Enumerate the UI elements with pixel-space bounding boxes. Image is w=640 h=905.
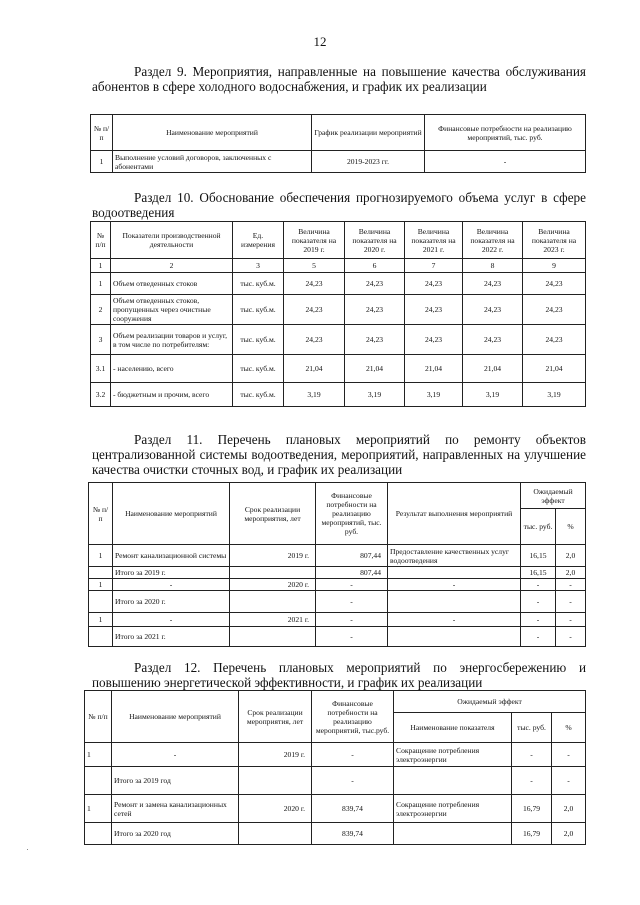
s12-header: Наименование мероприятий	[112, 691, 239, 743]
table-section-11	[88, 482, 586, 647]
table-section-9	[90, 114, 586, 173]
s11-header: %	[556, 509, 586, 545]
s12-header: Срок реализации мероприятия, лет	[239, 691, 312, 743]
s10-header: Ед. измерения	[233, 222, 284, 259]
table-row: 1 - 2021 г. - - - -	[89, 613, 586, 627]
section-11-title: Раздел 11. Перечень плановых мероприятий по ремонту объектов централизованной системы водоотведения, мероприятий, направленных на улучшение качества очистки сточных вод, и график их реализации	[92, 432, 586, 477]
s10-header: Величина показателя на 2019 г.	[284, 222, 345, 259]
s10-header: Величина показателя на 2020 г.	[345, 222, 405, 259]
table-row: Итого за 2020 г. - - -	[89, 591, 586, 613]
s11-header: Срок реализации мероприятия, лет	[230, 483, 316, 545]
table-row: 1 Ремонт и замена канализационных сетей 2020 г. 839,74 Сокращение потребления электроэнергии 16,79 2,0	[85, 795, 586, 823]
table-row: 1 Объем отведенных стоков тыс. куб.м. 24,23 24,23 24,23 24,23 24,23	[91, 273, 586, 295]
s11-header: Ожидаемый эффект	[521, 483, 586, 509]
table-row: 3.1 - населению, всего тыс. куб.м. 21,04 21,04 21,04 21,04 21,04	[91, 355, 586, 383]
s9-header: № п/п	[91, 115, 113, 151]
s10-header: Показатели производственной деятельности	[111, 222, 233, 259]
section-9-title: Раздел 9. Мероприятия, направленные на повышение качества обслуживания абонентов в сфере холодного водоснабжения, и график их реализации	[92, 64, 586, 94]
s10-header: Величина показателя на 2022 г.	[463, 222, 523, 259]
table-row: 2 Объем отведенных стоков, пропущенных через очистные сооружения тыс. куб.м. 24,23 24,23 24,23 24,23 24,23	[91, 295, 586, 325]
table-row: 3 Объем реализации товаров и услуг, в том числе по потребителям: тыс. куб.м. 24,23 24,23 24,23 24,23 24,23	[91, 325, 586, 355]
s11-header: № п/п	[89, 483, 113, 545]
table-row: Итого за 2019 г. 807,44 16,15 2,0	[89, 567, 586, 579]
s12-header: Наименование показателя	[394, 713, 512, 743]
table-row: 1 Ремонт канализационной системы 2019 г. 807,44 Предоставление качественных услуг водоотведения 16,15 2,0	[89, 545, 586, 567]
table-row: 1 Выполнение условий договоров, заключенных с абонентами 2019-2023 гг. -	[91, 151, 586, 173]
table-section-10	[90, 221, 586, 407]
s10-header: № п/п	[91, 222, 111, 259]
section-12-title: Раздел 12. Перечень плановых мероприятий по энергосбережению и повышению энергетической эффективности, и график их реализации	[92, 660, 586, 690]
table-row: Итого за 2021 г. - - -	[89, 627, 586, 647]
page-number: 12	[313, 34, 327, 49]
table-row: Итого за 2019 год - - -	[85, 767, 586, 795]
s11-header: тыс. руб.	[521, 509, 556, 545]
s10-header: Величина показателя на 2021 г.	[405, 222, 463, 259]
s12-header: %	[552, 713, 586, 743]
s12-header: № п/п	[85, 691, 112, 743]
s12-header: Ожидаемый эффект	[394, 691, 586, 713]
s11-header: Финансовые потребности на реализацию мероприятий, тыс. руб.	[316, 483, 388, 545]
section-10-title: Раздел 10. Обоснование обеспечения прогнозируемого объема услуг в сфере водоотведения	[92, 190, 586, 220]
scan-speck	[27, 849, 28, 850]
s9-header: Наименование мероприятий	[113, 115, 312, 151]
s11-header: Наименование мероприятий	[113, 483, 230, 545]
s12-header: тыс. руб.	[512, 713, 552, 743]
column-numbers-row: 1 2 3 5 6 7 8 9	[91, 259, 586, 273]
table-row: 1 - 2020 г. - - - -	[89, 579, 586, 591]
table-row: 1 - 2019 г. - Сокращение потребления электроэнергии - -	[85, 743, 586, 767]
table-section-12	[84, 690, 586, 845]
s9-header: График реализации мероприятий	[312, 115, 425, 151]
table-row: Итого за 2020 год 839,74 16,79 2,0	[85, 823, 586, 845]
s10-header: Величина показателя на 2023 г.	[523, 222, 586, 259]
s9-header: Финансовые потребности на реализацию мероприятий, тыс. руб.	[425, 115, 586, 151]
table-row: 3.2 - бюджетным и прочим, всего тыс. куб.м. 3,19 3,19 3,19 3,19 3,19	[91, 383, 586, 407]
s12-header: Финансовые потребности на реализацию мероприятий, тыс.руб.	[312, 691, 394, 743]
s11-header: Результат выполнения мероприятий	[388, 483, 521, 545]
